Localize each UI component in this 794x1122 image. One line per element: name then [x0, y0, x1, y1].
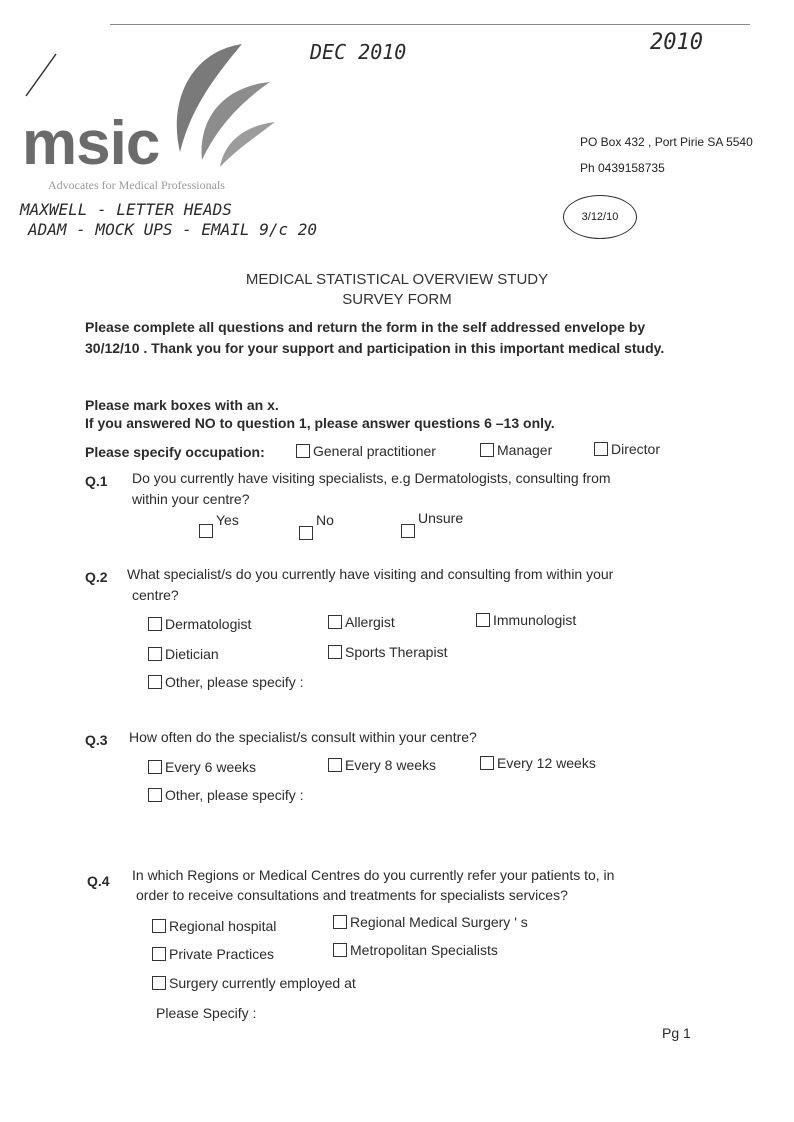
handwritten-note-1: MAXWELL - LETTER HEADS — [20, 200, 232, 219]
option-label: Allergist — [345, 614, 395, 630]
option-label: Metropolitan Specialists — [350, 942, 498, 958]
q2-immunologist-option[interactable] — [476, 612, 576, 628]
checkbox[interactable] — [148, 675, 162, 689]
phone-number: Ph 0439158735 — [580, 161, 665, 175]
checkbox[interactable] — [401, 524, 415, 538]
handwritten-year: 2010 — [650, 30, 703, 55]
page-number: Pg 1 — [662, 1025, 691, 1041]
intro-line-1: Please complete all questions and return the form in the self addressed envelope by — [85, 319, 646, 335]
q3-text: How often do the specialist/s consult within your centre? — [129, 729, 477, 745]
option-label: Surgery currently employed at — [169, 975, 356, 991]
logo-wordmark: msic — [22, 109, 160, 178]
checkbox[interactable] — [199, 524, 213, 538]
q1-unsure-option[interactable] — [401, 510, 463, 538]
q2-text-1: What specialist/s do you currently have visiting and consulting from within your — [127, 566, 614, 582]
q2-sports-therapist-option[interactable] — [328, 644, 447, 660]
q1-number: Q.1 — [85, 473, 108, 489]
q3-every-8-weeks-option[interactable] — [328, 757, 436, 773]
checkbox[interactable] — [333, 943, 347, 957]
q3-number: Q.3 — [85, 732, 108, 748]
option-label: Private Practices — [169, 946, 275, 962]
occupation-manager-option[interactable] — [480, 442, 552, 458]
q4-regional-surgery-option[interactable] — [333, 914, 528, 930]
option-label: Immunologist — [493, 612, 577, 628]
option-label: Director — [611, 441, 661, 457]
checkbox[interactable] — [333, 915, 347, 929]
q2-dermatologist-option[interactable] — [148, 616, 251, 632]
option-label: Manager — [497, 442, 553, 458]
option-label: Regional hospital — [169, 918, 277, 934]
survey-subtitle: SURVEY FORM — [342, 291, 452, 308]
po-box-address: PO Box 432 , Port Pirie SA 5540 — [580, 135, 753, 149]
occupation-director-option[interactable] — [594, 441, 660, 457]
option-label: Every 6 weeks — [165, 759, 257, 775]
checkbox[interactable] — [148, 647, 162, 661]
instruction-mark: Please mark boxes with an x. — [85, 397, 279, 413]
checkbox[interactable] — [152, 976, 166, 990]
option-label: Yes — [216, 512, 239, 528]
q2-number: Q.2 — [85, 569, 108, 585]
q1-yes-option[interactable] — [199, 512, 239, 538]
intro-line-2: 30/12/10 . Thank you for your support and participation in this important medical study. — [85, 340, 665, 356]
checkbox[interactable] — [152, 919, 166, 933]
q1-no-option[interactable] — [299, 512, 334, 540]
top-rule — [110, 24, 750, 25]
option-label: Dermatologist — [165, 616, 252, 632]
checkbox[interactable] — [594, 442, 608, 456]
option-label: Dietician — [165, 646, 219, 662]
q4-text-2: order to receive consultations and treatments for specialists services? — [136, 887, 568, 903]
survey-title: MEDICAL STATISTICAL OVERVIEW STUDY — [245, 271, 549, 288]
q1-text-2: within your centre? — [132, 491, 250, 507]
q4-metropolitan-specialists-option[interactable] — [333, 942, 498, 958]
instruction-no-answer: If you answered NO to question 1, please answer questions 6 –13 only. — [85, 415, 555, 431]
occupation-gp-option[interactable] — [296, 443, 436, 459]
checkbox[interactable] — [480, 443, 494, 457]
checkbox[interactable] — [328, 645, 342, 659]
checkbox[interactable] — [299, 526, 313, 540]
option-label: General practitioner — [313, 443, 436, 459]
option-label: Every 12 weeks — [497, 755, 596, 771]
received-date-stamp — [563, 195, 637, 239]
option-label: Every 8 weeks — [345, 757, 437, 773]
option-label: Sports Therapist — [345, 644, 448, 660]
option-label: Unsure — [418, 510, 464, 526]
checkbox[interactable] — [148, 617, 162, 631]
handwritten-date: DEC 2010 — [310, 40, 407, 64]
checkbox[interactable] — [476, 613, 490, 627]
q4-please-specify: Please Specify : — [156, 1005, 257, 1021]
checkbox[interactable] — [328, 615, 342, 629]
msic-leaf-logo — [150, 42, 280, 172]
q3-other-option[interactable] — [148, 787, 304, 803]
stamp-date: 3/12/10 — [581, 211, 619, 223]
checkbox[interactable] — [152, 947, 166, 961]
q4-text-1: In which Regions or Medical Centres do you currently refer your patients to, in — [132, 867, 615, 883]
option-label: Regional Medical Surgery ' s — [350, 914, 528, 930]
checkbox[interactable] — [328, 758, 342, 772]
checkbox[interactable] — [296, 444, 310, 458]
q2-dietician-option[interactable] — [148, 646, 219, 662]
option-label: Other, please specify : — [165, 787, 304, 803]
checkbox[interactable] — [148, 788, 162, 802]
logo-tagline: Advocates for Medical Professionals — [48, 178, 225, 192]
q2-text-2: centre? — [132, 587, 179, 603]
pen-stroke-mark — [22, 50, 62, 100]
q2-other-option[interactable] — [148, 674, 304, 690]
q4-regional-hospital-option[interactable] — [152, 918, 276, 934]
option-label: Other, please specify : — [165, 674, 304, 690]
q3-every-12-weeks-option[interactable] — [480, 755, 596, 771]
q4-number: Q.4 — [87, 873, 110, 889]
checkbox[interactable] — [480, 756, 494, 770]
q2-allergist-option[interactable] — [328, 614, 395, 630]
option-label: No — [316, 512, 334, 528]
handwritten-note-2: ADAM - MOCK UPS - EMAIL 9/c 20 — [28, 220, 317, 239]
q3-every-6-weeks-option[interactable] — [148, 759, 256, 775]
occupation-label: Please specify occupation: — [85, 444, 265, 460]
checkbox[interactable] — [148, 760, 162, 774]
q4-private-practices-option[interactable] — [152, 946, 274, 962]
q1-text-1: Do you currently have visiting specialists, e.g Dermatologists, consulting from — [132, 470, 611, 486]
q4-surgery-employed-option[interactable] — [152, 975, 356, 991]
